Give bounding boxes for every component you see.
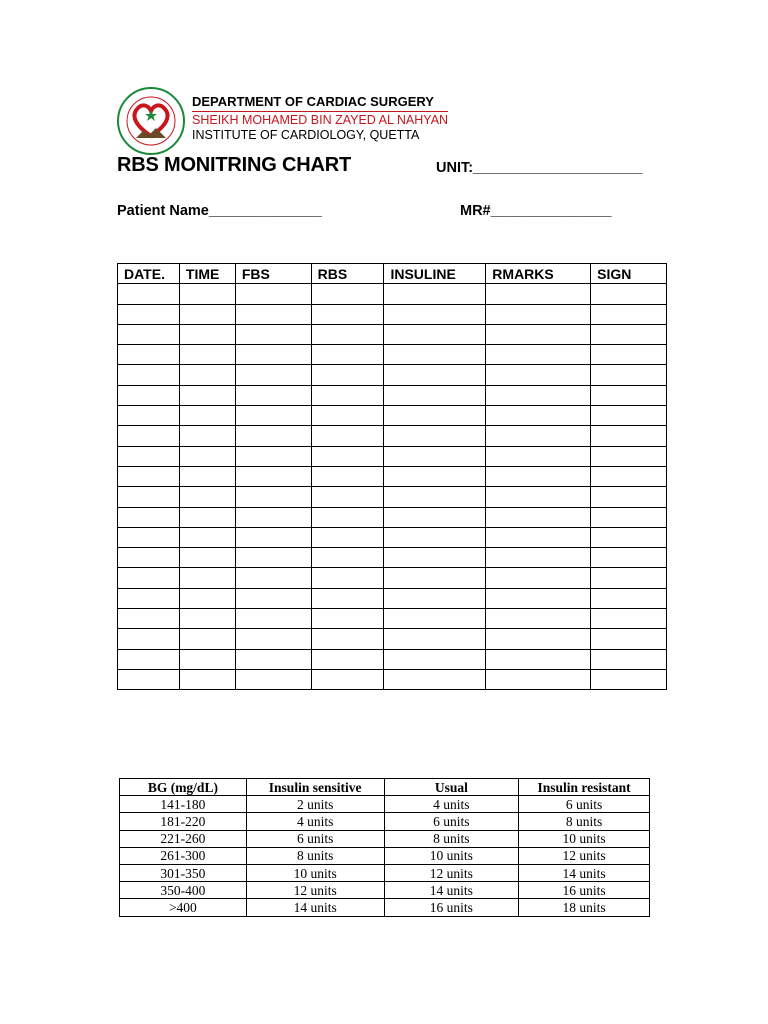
log-cell[interactable]	[311, 406, 384, 426]
log-cell[interactable]	[179, 385, 235, 405]
log-cell[interactable]	[235, 669, 311, 689]
ref-cell: 8 units	[519, 813, 650, 830]
log-cell[interactable]	[384, 669, 486, 689]
log-cell[interactable]	[235, 649, 311, 669]
col-usual-header: Usual	[384, 779, 519, 796]
log-cell[interactable]	[486, 324, 591, 344]
log-cell[interactable]	[235, 588, 311, 608]
ref-cell: 14 units	[246, 899, 384, 916]
col-rbs-header: RBS	[311, 264, 384, 284]
log-cell[interactable]	[235, 304, 311, 324]
log-row	[118, 466, 667, 486]
log-row	[118, 365, 667, 385]
log-cell[interactable]	[591, 345, 667, 365]
log-cell[interactable]	[118, 466, 180, 486]
log-cell[interactable]	[486, 629, 591, 649]
log-row	[118, 324, 667, 344]
log-cell[interactable]	[384, 629, 486, 649]
log-row	[118, 345, 667, 365]
log-cell[interactable]	[486, 365, 591, 385]
log-cell[interactable]	[486, 649, 591, 669]
log-row	[118, 568, 667, 588]
log-cell[interactable]	[118, 669, 180, 689]
log-cell[interactable]	[118, 609, 180, 629]
log-cell[interactable]	[118, 345, 180, 365]
log-cell[interactable]	[179, 609, 235, 629]
monitoring-log-table	[117, 263, 667, 690]
log-cell[interactable]	[384, 426, 486, 446]
log-cell[interactable]	[118, 487, 180, 507]
ref-cell: 2 units	[246, 796, 384, 813]
log-cell[interactable]	[486, 548, 591, 568]
log-cell[interactable]	[384, 487, 486, 507]
col-fbs-header: FBS	[235, 264, 311, 284]
log-cell[interactable]	[486, 588, 591, 608]
ref-row	[120, 899, 650, 916]
log-cell[interactable]	[118, 304, 180, 324]
log-cell[interactable]	[118, 324, 180, 344]
mr-number-field: MR#_______________	[460, 203, 612, 219]
log-cell[interactable]	[179, 345, 235, 365]
log-cell[interactable]	[235, 345, 311, 365]
log-cell[interactable]	[384, 527, 486, 547]
log-cell[interactable]	[384, 365, 486, 385]
log-cell[interactable]	[486, 345, 591, 365]
department-name: DEPARTMENT OF CARDIAC SURGERY	[192, 94, 434, 109]
log-cell[interactable]	[311, 609, 384, 629]
log-row	[118, 304, 667, 324]
ref-row	[120, 847, 650, 864]
log-cell[interactable]	[486, 609, 591, 629]
log-row	[118, 406, 667, 426]
ref-cell: 12 units	[519, 847, 650, 864]
ref-cell: 12 units	[384, 864, 519, 881]
log-row	[118, 284, 667, 304]
ref-body	[120, 796, 650, 916]
page-title: RBS MONITRING CHART	[117, 154, 351, 176]
log-cell[interactable]	[591, 507, 667, 527]
ref-cell: 350-400	[120, 882, 247, 899]
log-cell[interactable]	[311, 568, 384, 588]
log-cell[interactable]	[235, 426, 311, 446]
log-row	[118, 446, 667, 466]
log-cell[interactable]	[235, 284, 311, 304]
institute-name: INSTITUTE OF CARDIOLOGY, QUETTA	[192, 128, 420, 142]
ref-cell: 8 units	[384, 830, 519, 847]
log-cell[interactable]	[311, 649, 384, 669]
log-cell[interactable]	[235, 406, 311, 426]
col-rmarks-header: RMARKS	[486, 264, 591, 284]
ref-cell: 141-180	[120, 796, 247, 813]
log-cell[interactable]	[118, 426, 180, 446]
ref-cell: 4 units	[246, 813, 384, 830]
ref-cell: 221-260	[120, 830, 247, 847]
log-cell[interactable]	[384, 649, 486, 669]
ref-cell: 6 units	[519, 796, 650, 813]
log-cell[interactable]	[235, 324, 311, 344]
log-cell[interactable]	[118, 629, 180, 649]
ref-cell: 16 units	[384, 899, 519, 916]
log-cell[interactable]	[311, 385, 384, 405]
log-cell[interactable]	[311, 446, 384, 466]
log-cell[interactable]	[384, 324, 486, 344]
log-cell[interactable]	[179, 284, 235, 304]
col-sign-header: SIGN	[591, 264, 667, 284]
log-cell[interactable]	[118, 568, 180, 588]
ref-cell: 14 units	[384, 882, 519, 899]
log-cell[interactable]	[118, 284, 180, 304]
log-cell[interactable]	[591, 385, 667, 405]
unit-field: UNIT:_____________________	[436, 160, 643, 176]
log-cell[interactable]	[591, 669, 667, 689]
log-cell[interactable]	[235, 507, 311, 527]
log-cell[interactable]	[486, 385, 591, 405]
log-cell[interactable]	[179, 649, 235, 669]
log-cell[interactable]	[486, 669, 591, 689]
log-cell[interactable]	[591, 609, 667, 629]
log-cell[interactable]	[591, 568, 667, 588]
log-cell[interactable]	[179, 446, 235, 466]
log-cell[interactable]	[118, 548, 180, 568]
log-cell[interactable]	[118, 385, 180, 405]
log-cell[interactable]	[384, 568, 486, 588]
log-row	[118, 487, 667, 507]
log-cell[interactable]	[591, 406, 667, 426]
ref-cell: 6 units	[246, 830, 384, 847]
log-cell[interactable]	[235, 568, 311, 588]
ref-cell: 18 units	[519, 899, 650, 916]
ref-row	[120, 830, 650, 847]
log-cell[interactable]	[179, 324, 235, 344]
log-cell[interactable]	[179, 588, 235, 608]
log-cell[interactable]	[179, 365, 235, 385]
log-cell[interactable]	[235, 487, 311, 507]
insulin-dose-reference-table	[119, 778, 650, 917]
log-cell[interactable]	[235, 466, 311, 486]
log-cell[interactable]	[311, 426, 384, 446]
log-row	[118, 527, 667, 547]
ref-cell: 12 units	[246, 882, 384, 899]
log-cell[interactable]	[591, 629, 667, 649]
ref-cell: 14 units	[519, 864, 650, 881]
log-cell[interactable]	[179, 426, 235, 446]
log-cell[interactable]	[179, 304, 235, 324]
log-cell[interactable]	[179, 487, 235, 507]
log-cell[interactable]	[179, 406, 235, 426]
department-header	[192, 94, 448, 143]
ref-cell: 16 units	[519, 882, 650, 899]
log-cell[interactable]	[118, 406, 180, 426]
col-time-header: TIME	[179, 264, 235, 284]
log-cell[interactable]	[179, 507, 235, 527]
log-cell[interactable]	[591, 284, 667, 304]
ref-row	[120, 864, 650, 881]
log-cell[interactable]	[179, 466, 235, 486]
log-cell[interactable]	[591, 527, 667, 547]
log-cell[interactable]	[235, 365, 311, 385]
log-cell[interactable]	[311, 548, 384, 568]
log-cell[interactable]	[486, 527, 591, 547]
log-cell[interactable]	[311, 345, 384, 365]
log-header-row	[118, 264, 667, 284]
log-cell[interactable]	[591, 487, 667, 507]
log-row	[118, 385, 667, 405]
ref-cell: 301-350	[120, 864, 247, 881]
log-cell[interactable]	[384, 406, 486, 426]
institute-logo	[116, 86, 186, 156]
ref-cell: 10 units	[519, 830, 650, 847]
log-cell[interactable]	[486, 507, 591, 527]
log-cell[interactable]	[118, 588, 180, 608]
log-cell[interactable]	[486, 446, 591, 466]
col-insuline-header: INSULINE	[384, 264, 486, 284]
ref-row	[120, 813, 650, 830]
ref-row	[120, 796, 650, 813]
log-cell[interactable]	[311, 507, 384, 527]
col-date-header: DATE.	[118, 264, 180, 284]
ref-cell: 10 units	[384, 847, 519, 864]
log-cell[interactable]	[311, 466, 384, 486]
log-cell[interactable]	[486, 466, 591, 486]
log-cell[interactable]	[591, 466, 667, 486]
log-cell[interactable]	[591, 548, 667, 568]
log-cell[interactable]	[311, 324, 384, 344]
log-cell[interactable]	[235, 548, 311, 568]
log-cell[interactable]	[486, 406, 591, 426]
log-cell[interactable]	[591, 649, 667, 669]
log-cell[interactable]	[486, 284, 591, 304]
log-cell[interactable]	[311, 365, 384, 385]
log-cell[interactable]	[591, 324, 667, 344]
log-row	[118, 588, 667, 608]
log-row	[118, 609, 667, 629]
log-cell[interactable]	[179, 548, 235, 568]
log-cell[interactable]	[384, 385, 486, 405]
log-body	[118, 284, 667, 690]
log-cell[interactable]	[311, 527, 384, 547]
log-cell[interactable]	[591, 304, 667, 324]
log-cell[interactable]	[235, 527, 311, 547]
ref-cell: >400	[120, 899, 247, 916]
log-cell[interactable]	[118, 527, 180, 547]
institute-sponsor-name: SHEIKH MOHAMED BIN ZAYED AL NAHYAN	[192, 113, 449, 127]
log-cell[interactable]	[384, 345, 486, 365]
ref-header-row	[120, 779, 650, 796]
log-cell[interactable]	[311, 629, 384, 649]
log-cell[interactable]	[486, 304, 591, 324]
ref-cell: 8 units	[246, 847, 384, 864]
log-cell[interactable]	[591, 588, 667, 608]
log-cell[interactable]	[384, 466, 486, 486]
ref-row	[120, 882, 650, 899]
log-cell[interactable]	[235, 609, 311, 629]
ref-cell: 10 units	[246, 864, 384, 881]
log-cell[interactable]	[384, 284, 486, 304]
log-cell[interactable]	[486, 487, 591, 507]
log-cell[interactable]	[118, 365, 180, 385]
log-cell[interactable]	[486, 568, 591, 588]
log-row	[118, 629, 667, 649]
log-cell[interactable]	[179, 568, 235, 588]
log-cell[interactable]	[311, 588, 384, 608]
log-cell[interactable]	[179, 527, 235, 547]
log-row	[118, 669, 667, 689]
log-cell[interactable]	[118, 649, 180, 669]
log-cell[interactable]	[384, 304, 486, 324]
log-cell[interactable]	[118, 446, 180, 466]
log-cell[interactable]	[235, 446, 311, 466]
log-cell[interactable]	[384, 446, 486, 466]
log-cell[interactable]	[591, 426, 667, 446]
log-cell[interactable]	[384, 588, 486, 608]
log-row	[118, 548, 667, 568]
col-bg-header: BG (mg/dL)	[120, 779, 247, 796]
log-row	[118, 426, 667, 446]
patient-name-field: Patient Name______________	[117, 203, 322, 219]
log-cell[interactable]	[311, 284, 384, 304]
log-row	[118, 507, 667, 527]
log-cell[interactable]	[384, 548, 486, 568]
ref-cell: 6 units	[384, 813, 519, 830]
col-sensitive-header: Insulin sensitive	[246, 779, 384, 796]
log-cell[interactable]	[311, 304, 384, 324]
log-cell[interactable]	[384, 507, 486, 527]
log-cell[interactable]	[235, 629, 311, 649]
col-resistant-header: Insulin resistant	[519, 779, 650, 796]
log-cell[interactable]	[486, 426, 591, 446]
log-cell[interactable]	[591, 446, 667, 466]
log-cell[interactable]	[179, 669, 235, 689]
ref-cell: 181-220	[120, 813, 247, 830]
log-cell[interactable]	[591, 365, 667, 385]
ref-cell: 261-300	[120, 847, 247, 864]
log-cell[interactable]	[235, 385, 311, 405]
log-row	[118, 649, 667, 669]
log-cell[interactable]	[118, 507, 180, 527]
log-cell[interactable]	[384, 609, 486, 629]
ref-cell: 4 units	[384, 796, 519, 813]
log-cell[interactable]	[311, 487, 384, 507]
log-cell[interactable]	[311, 669, 384, 689]
log-cell[interactable]	[179, 629, 235, 649]
